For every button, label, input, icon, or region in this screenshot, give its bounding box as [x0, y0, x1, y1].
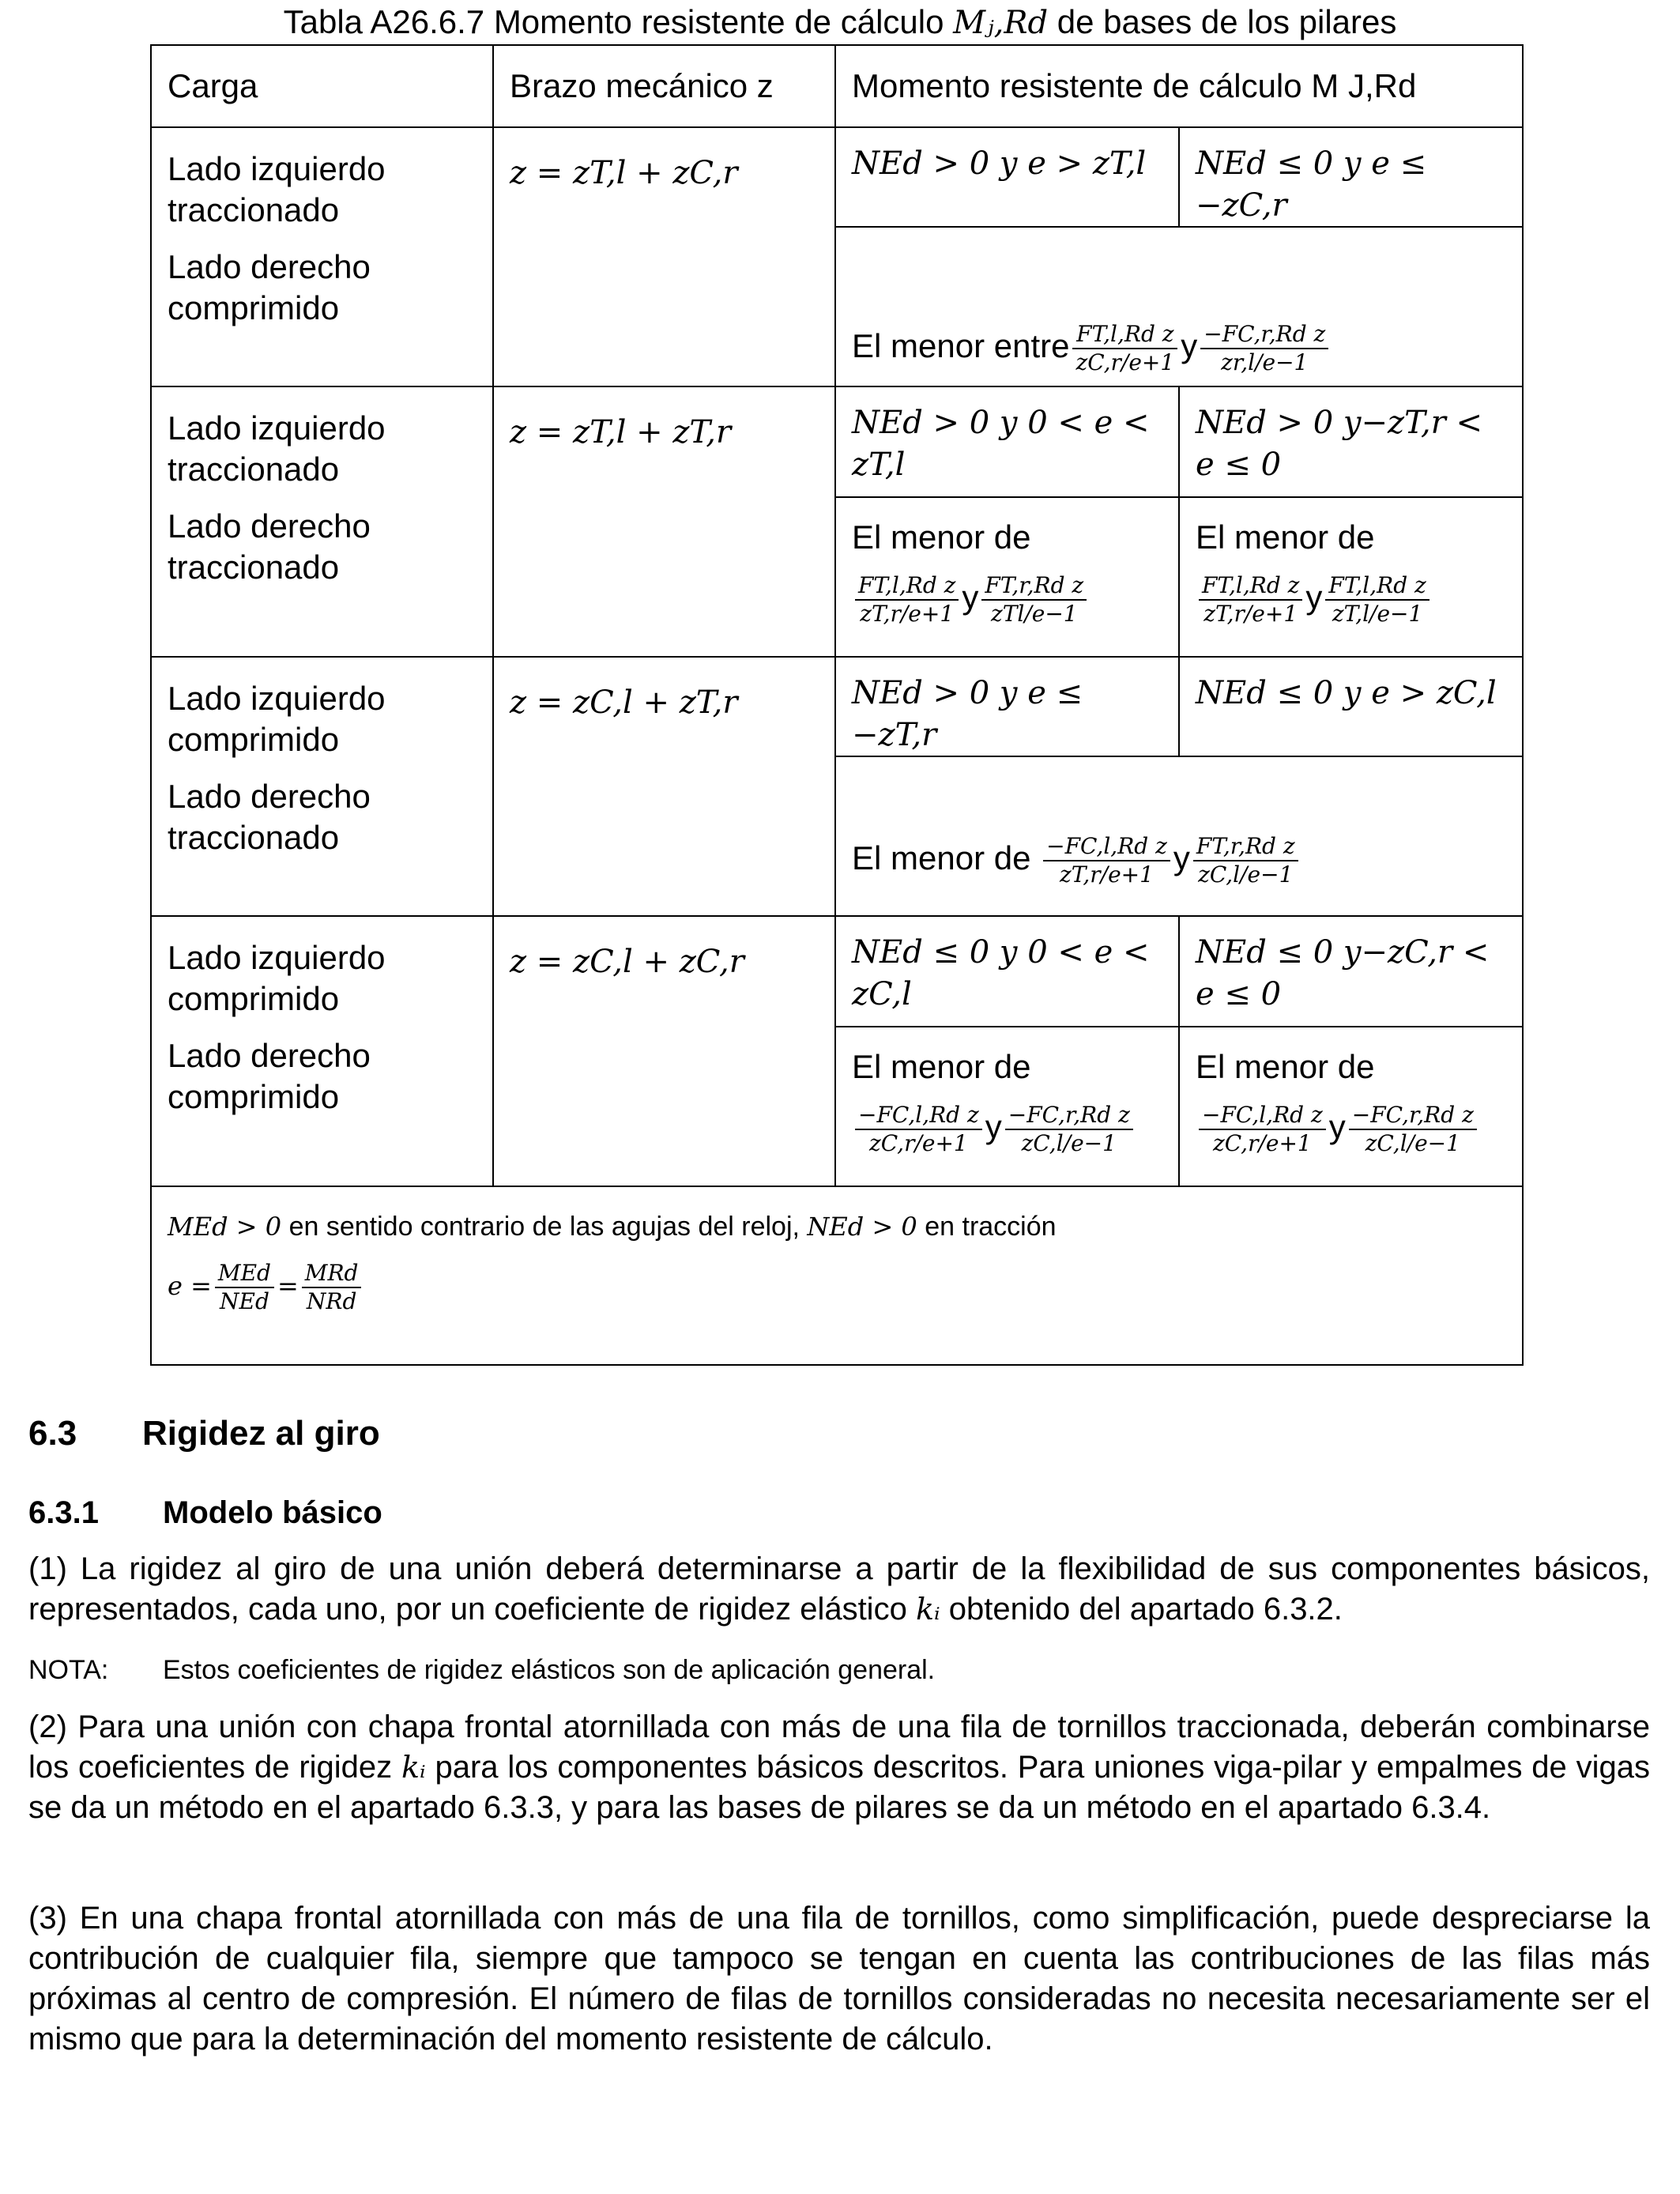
fraction-numerator: −FC,l,Rd z	[1046, 833, 1167, 859]
conjunction: y	[1173, 839, 1190, 877]
condition-cell	[1179, 657, 1523, 756]
result-cell	[1179, 1027, 1523, 1186]
caption-symbol: Mⱼ,Rd	[953, 5, 1049, 41]
fraction-denominator: zC,l/e−1	[1005, 1129, 1133, 1157]
carga-line: Lado izquierdo comprimido	[168, 680, 386, 758]
condition-cell	[835, 127, 1179, 227]
footnote-ned: NEd > 0	[807, 1212, 917, 1242]
condition-right: NEd ≤ 0 y−zC,r < e ≤ 0	[1196, 934, 1490, 1012]
footnote-med: MEd > 0	[168, 1212, 282, 1242]
paragraph-text: (2) Para una unión con chapa frontal atornillada con más de una fila de tornillos traccionada, deberán combinarse los coeficientes de rigidez	[28, 1710, 1650, 1785]
carga-cell	[151, 916, 493, 1186]
result-cell	[835, 1027, 1179, 1186]
table-footnote-row	[151, 1186, 1523, 1365]
paragraph-text: para los componentes básicos descritos. Para uniones viga-pilar y empalmes de vigas se da un método en el apartado 6.3.3, y para las bases de pilares se da un método en el apartado 6.3.4.	[28, 1750, 1651, 1825]
subsection-number: 6.3.1	[28, 1495, 99, 1530]
carga-cell	[151, 127, 493, 386]
fraction	[1325, 572, 1429, 628]
result-expression	[1196, 572, 1506, 628]
header-momento: Momento resistente de cálculo M J,Rd	[835, 45, 1523, 127]
carga-cell	[151, 386, 493, 657]
result-label: El menor de	[852, 1048, 1031, 1085]
carga-line: Lado izquierdo traccionado	[168, 409, 386, 488]
condition-cell	[835, 657, 1179, 756]
subsection-title: Modelo básico	[163, 1495, 382, 1530]
result-cell	[835, 227, 1523, 386]
fraction-denominator: zC,l/e−1	[1193, 860, 1298, 888]
equation-lhs: e =	[168, 1270, 212, 1301]
fraction-denominator: NRd	[302, 1287, 362, 1315]
paragraph-1	[28, 1549, 1650, 1630]
result-cell	[835, 497, 1179, 657]
fraction-numerator: FT,l,Rd z	[858, 572, 956, 598]
fraction-numerator: MEd	[217, 1260, 271, 1286]
conjunction: y	[962, 579, 979, 616]
brazo-formula: z = zT,l + zT,r	[510, 414, 732, 450]
carga-cell	[151, 657, 493, 916]
condition-left: NEd > 0 y e > zT,l	[852, 145, 1147, 182]
condition-cell	[1179, 916, 1523, 1027]
footnote-text: en tracción	[917, 1212, 1057, 1242]
condition-cell	[1179, 127, 1523, 227]
fraction-numerator: FT,l,Rd z	[1076, 321, 1174, 347]
condition-right: NEd ≤ 0 y e > zC,l	[1196, 675, 1497, 711]
condition-right: NEd > 0 y−zT,r < e ≤ 0	[1196, 405, 1482, 483]
brazo-formula: z = zC,l + zC,r	[510, 944, 744, 980]
conjunction: y	[1328, 1108, 1346, 1146]
result-label: El menor de	[1196, 518, 1375, 556]
conjunction: y	[1181, 327, 1198, 365]
brazo-cell	[493, 657, 835, 916]
condition-left: NEd ≤ 0 y 0 < e < zC,l	[852, 934, 1150, 1012]
condition-left: NEd > 0 y 0 < e < zT,l	[852, 405, 1150, 483]
paragraph-text: (1) La rigidez al giro de una unión deberá determinarse a partir de la flexibilidad de sus componentes básicos, representados, cada uno, por un coeficiente de rigidez elástico	[28, 1551, 1650, 1627]
fraction-denominator: zC,r/e+1	[855, 1129, 982, 1157]
ki-symbol: kᵢ	[915, 1592, 940, 1627]
condition-left: NEd > 0 y e ≤ −zT,r	[852, 675, 1083, 753]
table-row	[151, 657, 1523, 756]
note	[28, 1652, 935, 1688]
fraction-denominator: zT,l/e−1	[1325, 599, 1429, 628]
ki-symbol: kᵢ	[401, 1750, 426, 1785]
conjunction: y	[985, 1108, 1002, 1146]
carga-line: Lado izquierdo comprimido	[168, 939, 386, 1017]
note-text: Estos coeficientes de rigidez elásticos son de aplicación general.	[163, 1655, 936, 1685]
result-expression	[852, 1102, 1162, 1157]
header-carga: Carga	[151, 45, 493, 127]
fraction-numerator: FT,l,Rd z	[1328, 572, 1426, 598]
fraction-numerator: MRd	[304, 1260, 359, 1286]
result-cell	[1179, 497, 1523, 657]
fraction	[215, 1260, 274, 1315]
fraction	[1005, 1102, 1133, 1157]
moment-resistance-table	[150, 44, 1524, 1366]
result-cell	[835, 756, 1523, 916]
fraction-numerator: FT,r,Rd z	[985, 572, 1084, 598]
fraction	[855, 1102, 982, 1157]
note-label: NOTA:	[28, 1655, 109, 1685]
condition-cell	[835, 386, 1179, 497]
fraction	[302, 1260, 362, 1315]
fraction-denominator: zTl/e−1	[981, 599, 1087, 628]
condition-right: NEd ≤ 0 y e ≤ −zC,r	[1196, 145, 1427, 224]
paragraph-3: (3) En una chapa frontal atornillada con más de una fila de tornillos, como simplificación, puede despreciarse la contribución de cualquier fila, siempre que tampoco se tengan en cuenta las contribuciones de las filas más próximas al centro de compresión. El número de filas de tornillos consideradas no necesita necesariamente ser el mismo que para la determinación del momento resistente de cálculo.	[28, 1901, 1650, 2056]
carga-line: Lado derecho traccionado	[168, 507, 371, 586]
fraction-numerator: FT,r,Rd z	[1196, 833, 1295, 859]
brazo-formula: z = zT,l + zC,r	[510, 155, 738, 191]
condition-cell	[1179, 386, 1523, 497]
fraction	[1043, 833, 1170, 888]
subsection-heading	[28, 1492, 382, 1533]
paragraph-text: obtenido del apartado 6.3.2.	[940, 1592, 1343, 1627]
fraction	[1199, 1102, 1326, 1157]
result-label: El menor de	[1196, 1048, 1375, 1085]
section-number: 6.3	[28, 1414, 77, 1453]
carga-line: Lado derecho comprimido	[168, 1037, 371, 1115]
caption-suffix: de bases de los pilares	[1048, 3, 1397, 40]
fraction-numerator: −FC,r,Rd z	[1008, 1102, 1130, 1128]
table-footnote	[151, 1186, 1523, 1365]
fraction	[1072, 321, 1177, 376]
brazo-cell	[493, 127, 835, 386]
result-expression	[1196, 1102, 1506, 1157]
fraction	[1349, 1102, 1477, 1157]
brazo-cell	[493, 386, 835, 657]
fraction-denominator: zT,r/e+1	[855, 599, 959, 628]
result-label: El menor de	[852, 518, 1031, 556]
condition-cell	[835, 916, 1179, 1027]
result-label: El menor de	[852, 839, 1031, 877]
fraction	[1200, 321, 1328, 376]
fraction-numerator: FT,l,Rd z	[1202, 572, 1300, 598]
brazo-cell	[493, 916, 835, 1186]
section-title: Rigidez al giro	[142, 1414, 380, 1453]
table-header-row	[151, 45, 1523, 127]
fraction-numerator: −FC,r,Rd z	[1203, 321, 1326, 347]
fraction-denominator: zT,r/e+1	[1199, 599, 1302, 628]
section-heading	[28, 1412, 380, 1456]
fraction-denominator: zr,l/e−1	[1200, 348, 1328, 376]
table-caption	[0, 0, 1680, 45]
fraction-numerator: −FC,l,Rd z	[1202, 1102, 1323, 1128]
equation-equals: =	[277, 1270, 299, 1301]
conjunction: y	[1305, 579, 1323, 616]
header-brazo: Brazo mecánico z	[493, 45, 835, 127]
table-row	[151, 916, 1523, 1027]
fraction-denominator: NEd	[215, 1287, 274, 1315]
carga-line: Lado derecho traccionado	[168, 778, 371, 856]
footnote-line	[168, 1206, 1506, 1247]
brazo-formula: z = zC,l + zT,r	[510, 684, 738, 721]
fraction	[855, 572, 959, 628]
fraction-denominator: zC,r/e+1	[1199, 1129, 1326, 1157]
paragraph-2	[28, 1707, 1650, 1828]
carga-line: Lado derecho comprimido	[168, 248, 371, 326]
result-expression	[852, 572, 1162, 628]
fraction-numerator: −FC,l,Rd z	[858, 1102, 979, 1128]
result-label: El menor entre	[852, 327, 1070, 365]
caption-prefix: Tabla A26.6.7 Momento resistente de cálculo	[283, 3, 954, 40]
table-row	[151, 127, 1523, 227]
fraction-denominator: zC,l/e−1	[1349, 1129, 1477, 1157]
eccentricity-equation	[168, 1260, 1506, 1315]
carga-line: Lado izquierdo traccionado	[168, 150, 386, 228]
fraction-denominator: zT,r/e+1	[1043, 860, 1170, 888]
fraction	[1193, 833, 1298, 888]
fraction	[1199, 572, 1302, 628]
fraction-numerator: −FC,r,Rd z	[1351, 1102, 1474, 1128]
fraction	[981, 572, 1087, 628]
table-row	[151, 386, 1523, 497]
fraction-denominator: zC,r/e+1	[1072, 348, 1177, 376]
footnote-text: en sentido contrario de las agujas del reloj,	[281, 1212, 808, 1242]
